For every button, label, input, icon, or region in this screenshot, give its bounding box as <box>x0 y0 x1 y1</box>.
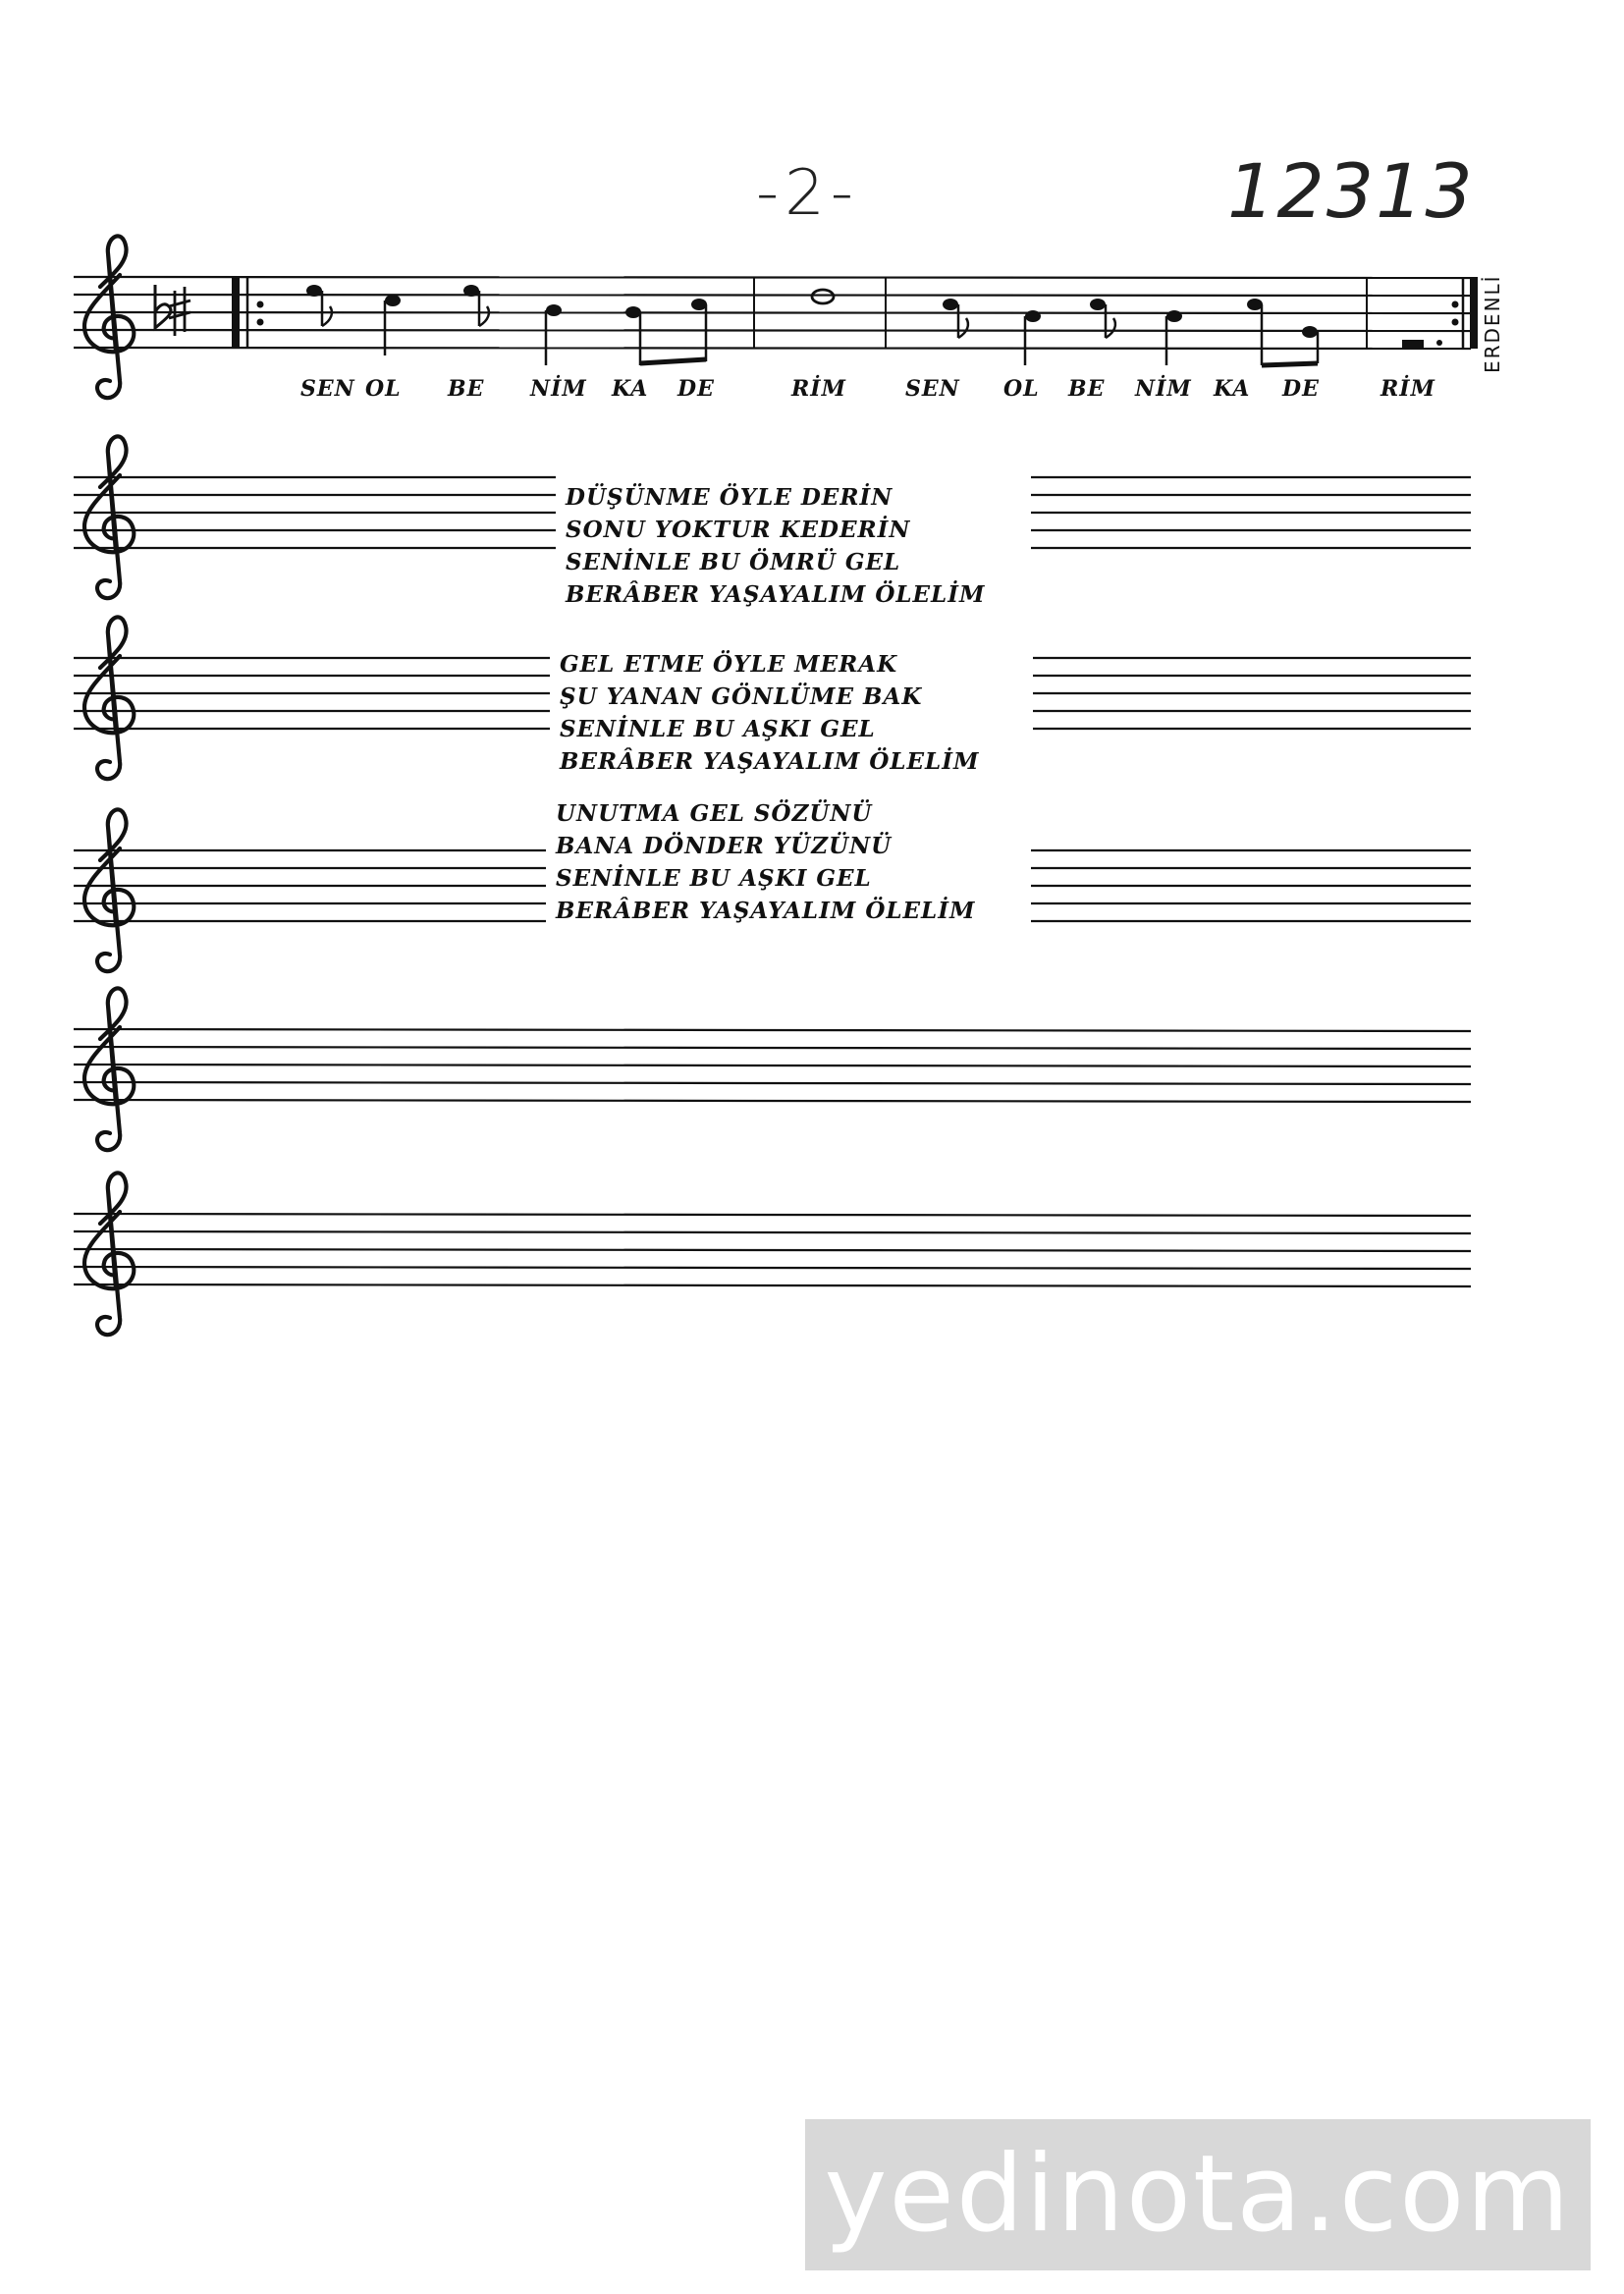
verse-2 <box>550 642 1033 784</box>
lyric-syllable: OL <box>1003 376 1040 402</box>
verse-line: BERÂBER YAŞAYALIM ÖLELİM <box>556 898 976 924</box>
lyric-syllable: KA <box>612 376 649 402</box>
measure-1 <box>306 277 754 365</box>
verse-line: ŞU YANAN GÖNLÜME BAK <box>560 683 923 710</box>
verse-line: SENİNLE BU AŞKI GEL <box>556 865 872 892</box>
verse-line: BERÂBER YAŞAYALIM ÖLELİM <box>560 748 980 775</box>
lyric-syllable: NİM <box>530 376 587 402</box>
verse-line: UNUTMA GEL SÖZÜNÜ <box>556 800 873 827</box>
staff-6 <box>74 1173 1471 1335</box>
verse-line: SONU YOKTUR KEDERİN <box>566 517 911 543</box>
verse-line: GEL ETME ÖYLE MERAK <box>560 651 898 678</box>
verse-line: BERÂBER YAŞAYALIM ÖLELİM <box>566 581 986 608</box>
verse-line: DÜŞÜNME ÖYLE DERİN <box>566 484 893 511</box>
lyric-syllable: KA <box>1214 376 1251 402</box>
watermark-text: yedinota.com <box>824 2133 1572 2256</box>
staff-5 <box>74 988 1471 1150</box>
lyric-syllable: RİM <box>791 376 846 402</box>
verse-line: SENİNLE BU AŞKI GEL <box>560 716 876 742</box>
lyric-syllable: BE <box>448 376 485 402</box>
composer-name: ERDENLİ <box>1481 274 1504 373</box>
catalog-number: 12313 <box>1227 147 1475 235</box>
verse-line: BANA DÖNDER YÜZÜNÜ <box>556 833 893 859</box>
verse-1 <box>556 475 1031 617</box>
lyric-syllable: BE <box>1068 376 1106 402</box>
key-signature <box>155 285 190 336</box>
measure-3 <box>943 277 1367 365</box>
lyric-syllable: OL <box>365 376 402 402</box>
lyric-syllable: SEN <box>905 376 960 402</box>
watermark-banner <box>805 2119 1591 2270</box>
verse-3 <box>546 792 1031 933</box>
lyric-syllable: DE <box>677 376 715 402</box>
page-number: -2- <box>756 157 859 230</box>
lyric-syllable: NİM <box>1135 376 1192 402</box>
verse-line: SENİNLE BU ÖMRÜ GEL <box>566 549 901 575</box>
staff-1 <box>74 236 1478 398</box>
measure-4 <box>1402 340 1442 348</box>
lyric-syllable: SEN <box>300 376 355 402</box>
lyric-syllable: RİM <box>1380 376 1435 402</box>
lyric-syllable: DE <box>1282 376 1320 402</box>
